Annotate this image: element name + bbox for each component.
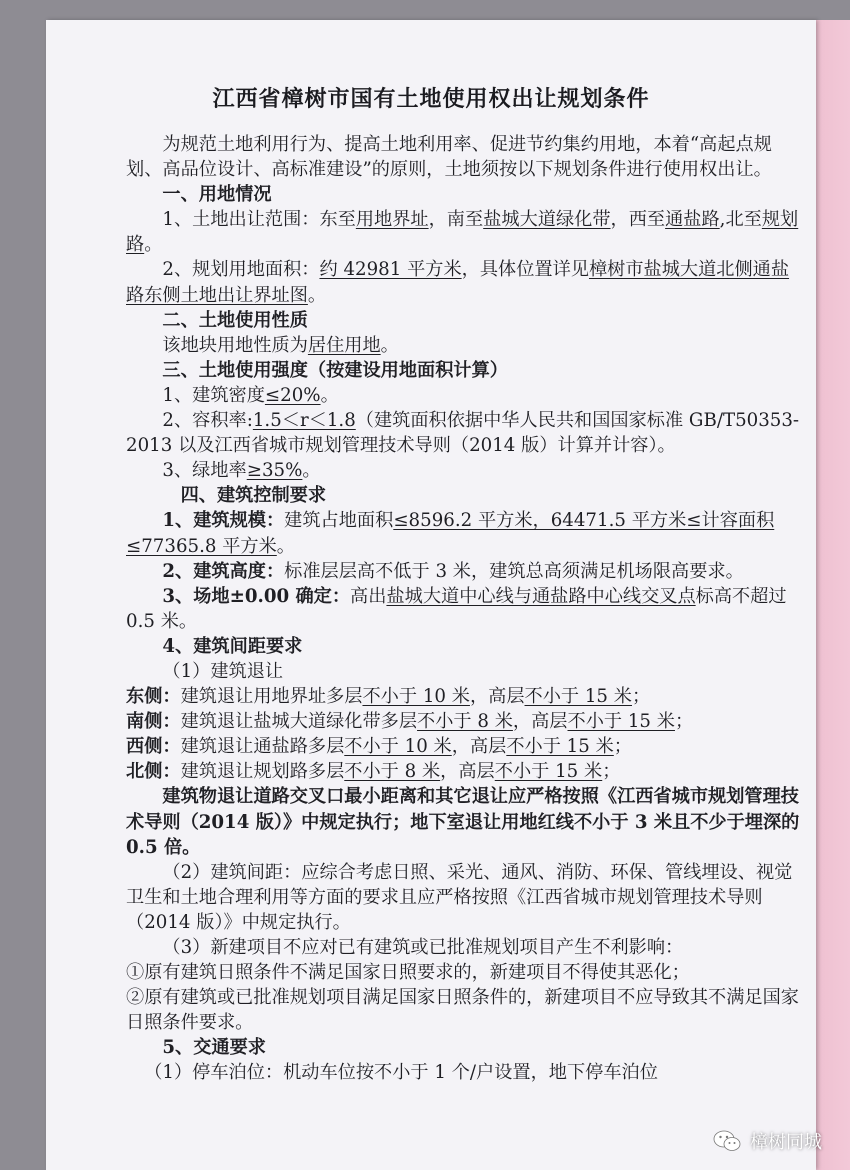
section-3-item-3: 3、绿地率≥35%。	[162, 460, 321, 482]
setback-east: 东侧：建筑退让用地界址多层不小于 10 米，高层不小于 15 米；	[126, 686, 651, 708]
setback-note: 建筑物退让道路交叉口最小距离和其它退让应严格按照《江西省城市规划管理技术导则（2014 版）》中规定执行；地下室退让用地红线不小于 3 米且不少于埋深的 0.5 倍。	[126, 786, 800, 858]
section-4-item-1: 1、建筑规模：建筑占地面积≤8596.2 平方米，64471.5 平方米≤计容面积≤77365.8 平方米。	[126, 510, 775, 557]
setback-west: 西侧：建筑退让通盐路多层不小于 10 米，高层不小于 15 米；	[126, 736, 632, 758]
section-1-item-2: 2、规划用地面积：约 42981 平方米，具体位置详见樟树市盐城大道北侧通盐路东侧土地出让界址图。	[126, 259, 790, 306]
wechat-icon	[712, 1128, 742, 1154]
section-3-item-1: 1、建筑密度≤20%。	[162, 384, 339, 406]
document-body	[126, 132, 806, 1086]
document-page	[46, 20, 816, 1170]
section-1-item-1: 1、土地出让范围：东至用地界址，南至盐城大道绿化带，西至通盐路,北至规划路。	[126, 209, 799, 256]
section-3-heading: 三、土地使用强度（按建设用地面积计算）	[162, 359, 508, 381]
sunlight-condition-2: ②原有建筑或已批准规划项目满足国家日照条件的，新建项目不应导致其不满足国家日照条件要求。	[126, 987, 799, 1034]
building-spacing-paragraph: （2）建筑间距：应综合考虑日照、采光、通风、消防、环保、管线埋设、视觉卫生和土地合理利用等方面的要求且应严格按照《江西省城市规划管理技术导则（2014 版）》中规定执行。	[126, 861, 793, 933]
parking-paragraph: （1）停车泊位：机动车位按不小于 1 个/户设置，地下停车泊位	[144, 1062, 658, 1084]
section-1-heading: 一、用地情况	[162, 184, 272, 206]
section-4-item-5-heading: 5、交通要求	[162, 1037, 266, 1059]
new-project-impact-paragraph: （3）新建项目不应对已有建筑或已批准规划项目产生不利影响：	[162, 937, 684, 958]
sunlight-condition-1: ①原有建筑日照条件不满足国家日照要求的，新建项目不得使其恶化；	[126, 962, 690, 984]
setback-subheading: （1）建筑退让	[162, 660, 284, 682]
section-3-item-2: 2、容积率:1.5＜r＜1.8（建筑面积依据中华人民共和国国家标准 GB/T50353-2013 以及江西省城市规划管理技术导则（2014 版）计算并计容）。	[126, 410, 800, 457]
setback-south: 南侧：建筑退让盐城大道绿化带多层不小于 8 米，高层不小于 15 米；	[126, 711, 694, 733]
section-4-item-3: 3、场地±0.00 确定：高出盐城大道中心线与通盐路中心线交叉点标高不超过 0.5 米。	[126, 585, 787, 632]
setback-north: 北侧：建筑退让规划路多层不小于 8 米，高层不小于 15 米；	[126, 761, 621, 783]
section-2-text: 该地块用地性质为居住用地。	[162, 334, 399, 356]
watermark-text: 樟树同城	[750, 1132, 822, 1153]
account-watermark	[712, 1128, 822, 1154]
document-title: 江西省樟树市国有土地使用权出让规划条件	[212, 86, 650, 112]
section-4-item-4-heading: 4、建筑间距要求	[162, 635, 303, 657]
section-4-item-2: 2、建筑高度：标准层层高不低于 3 米，建筑总高须满足机场限高要求。	[162, 560, 744, 582]
section-2-heading: 二、土地使用性质	[162, 309, 308, 331]
section-4-heading: 四、建筑控制要求	[180, 485, 327, 507]
intro-paragraph: 为规范土地利用行为、提高土地利用率、促进节约集约用地，本着“高起点规划、高品位设计、高标准建设”的原则，土地须按以下规划条件进行使用权出让。	[126, 134, 772, 181]
